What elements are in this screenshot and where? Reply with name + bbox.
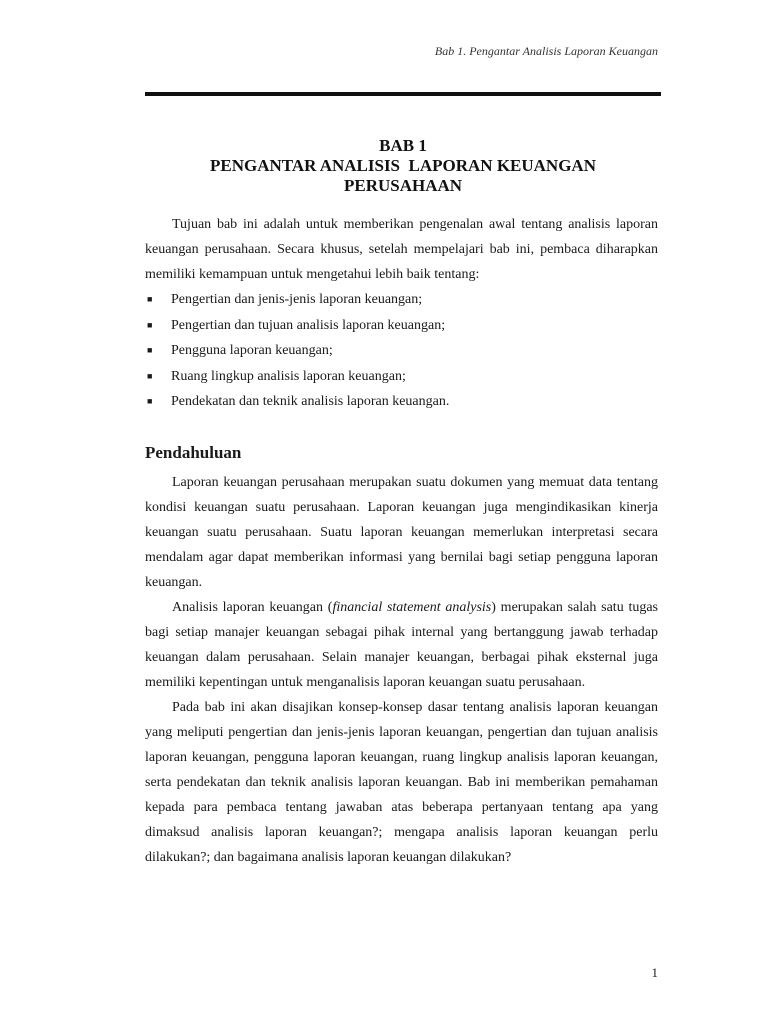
chapter-content bbox=[145, 212, 658, 870]
list-item-text: Ruang lingkup analisis laporan keuangan; bbox=[171, 368, 406, 384]
bullet-square-icon: ■ bbox=[147, 294, 153, 304]
chapter-title bbox=[145, 136, 661, 196]
list-item-text: Pendekatan dan teknik analisis laporan keuangan. bbox=[171, 394, 450, 409]
paragraph-3: Pada bab ini akan disajikan konsep-konsep dasar tentang analisis laporan keuangan yang meliputi pengertian dan jenis-jenis laporan keuangan, pengertian dan tujuan analisis laporan keuangan, pengguna laporan keuangan, ruang lingkup analisis laporan keuangan, serta pendekatan dan teknik analisis laporan keuangan. Bab ini memberikan pemahaman kepada para pembaca tentang jawaban atas beberapa pertanyaan tentang apa yang dimaksud analisis laporan keuangan?; mengapa analisis laporan keuangan perlu dilakukan?; dan bagaimana analisis laporan keuangan dilakukan? bbox=[145, 699, 658, 865]
bullet-square-icon: ■ bbox=[147, 396, 153, 406]
bullet-square-icon: ■ bbox=[147, 370, 153, 381]
intro-paragraph: Tujuan bab ini adalah untuk memberikan pengenalan awal tentang analisis laporan keuangan perusahaan. Secara khusus, setelah mempelajari bab ini, pembaca diharapkan memiliki kemampuan untuk mengetahui lebih baik tentang: bbox=[145, 217, 658, 282]
bullet-square-icon: ■ bbox=[147, 319, 153, 330]
paragraph-2-text-end: ) merupakan salah satu tugas bagi setiap manajer keuangan sebagai pihak internal yang bertanggung jawab terhadap keuangan dalam perusahaan. Selain manajer keuangan, berbagai pihak eksternal juga memiliki kepentingan untuk menganalisis laporan keuangan suatu perusahaan. bbox=[145, 599, 658, 690]
bullet-square-icon: ■ bbox=[147, 345, 153, 355]
list-item-text: Pengertian dan tujuan analisis laporan keuangan; bbox=[171, 317, 446, 333]
list-item bbox=[145, 313, 658, 339]
paragraph-2 bbox=[145, 595, 658, 695]
objectives-list bbox=[145, 287, 658, 415]
list-item-text: Pengguna laporan keuangan; bbox=[171, 343, 333, 358]
list-item-text: Pengertian dan jenis-jenis laporan keuangan; bbox=[171, 292, 423, 307]
list-item bbox=[145, 389, 658, 415]
list-item bbox=[145, 287, 658, 313]
chapter-title-line-2: PERUSAHAAN bbox=[343, 176, 463, 195]
running-header: Bab 1. Pengantar Analisis Laporan Keuangan bbox=[434, 44, 658, 58]
chapter-title-line-1: PENGANTAR ANALISIS LAPORAN KEUANGAN bbox=[209, 156, 596, 175]
list-item bbox=[145, 364, 658, 390]
header-rule bbox=[145, 92, 661, 96]
section-title: Pendahuluan bbox=[145, 442, 242, 462]
list-item bbox=[145, 338, 658, 364]
chapter-number: BAB 1 bbox=[379, 136, 427, 155]
paragraph-2-italic-term: financial statement analysis bbox=[332, 599, 492, 615]
paragraph-2-text-start: Analisis laporan keuangan ( bbox=[172, 599, 333, 615]
paragraph-1: Laporan keuangan perusahaan merupakan suatu dokumen yang memuat data tentang kondisi keuangan suatu perusahaan. Laporan keuangan juga mengindikasikan kinerja keuangan suatu perusahaan. Suatu laporan keuangan memerlukan interpretasi secara mendalam agar dapat memberikan informasi yang bernilai bagi setiap pengguna laporan keuangan. bbox=[145, 474, 658, 590]
page-number: 1 bbox=[651, 965, 658, 980]
